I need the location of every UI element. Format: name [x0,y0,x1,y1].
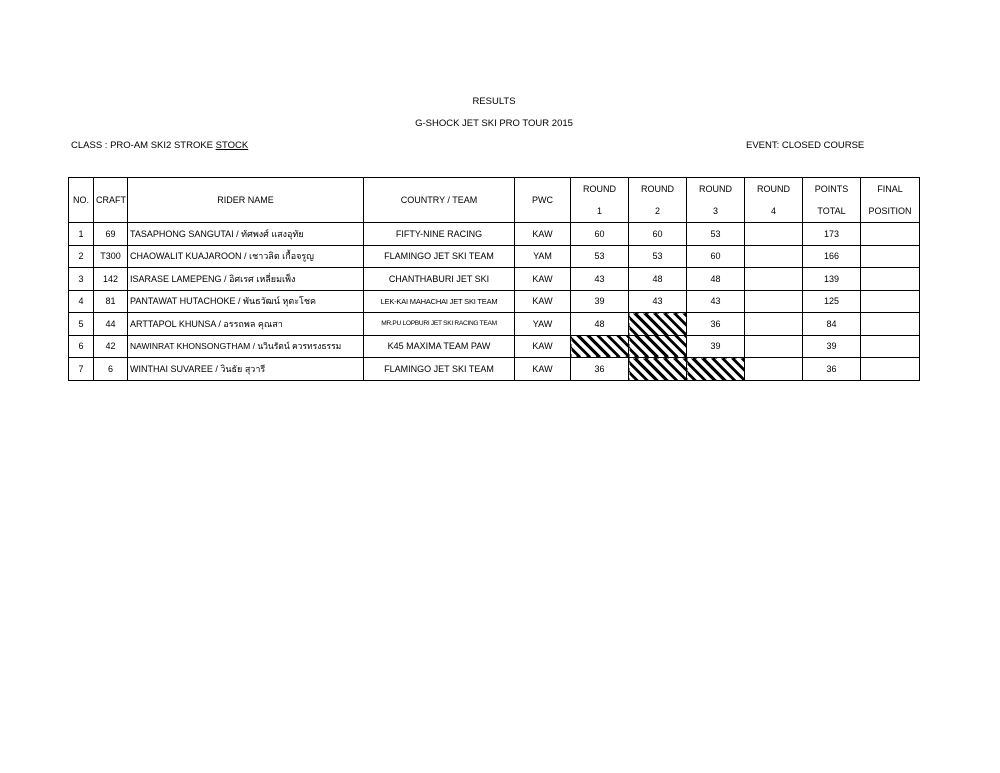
cell-no: 1 [69,223,94,246]
header-final-position [861,178,920,223]
cell-total: 84 [803,313,861,336]
header-row [69,178,920,223]
total-label: TOTAL [817,206,846,216]
round-number: 4 [770,206,776,216]
cell-round-1: 48 [571,313,629,336]
table-row [69,290,920,313]
cell-craft: 81 [94,290,128,313]
cell-pwc: KAW [515,223,571,246]
cell-team: MR.PU LOPBURI JET SKI RACING TEAM [364,313,515,336]
header-no: NO. [69,178,94,223]
cell-craft: 6 [94,358,128,381]
cell-round-2: 48 [629,268,687,291]
cell-round-4 [745,358,803,381]
cell-round-4 [745,268,803,291]
cell-team: K45 MAXIMA TEAM PAW [364,335,515,358]
cell-no: 2 [69,245,94,268]
cell-round-2: 53 [629,245,687,268]
table-row [69,245,920,268]
round-label: ROUND [699,184,732,194]
cell-round-3: 43 [687,290,745,313]
cell-rider: ARTTAPOL KHUNSA / อรรถพล คุณสา [128,313,364,336]
cell-rider: NAWINRAT KHONSONGTHAM / นวินรัตน์ ควรทรงธรรม [128,335,364,358]
cell-round-2-hatched [629,313,687,336]
cell-no: 5 [69,313,94,336]
cell-craft: 69 [94,223,128,246]
table-row [69,223,920,246]
cell-craft: 44 [94,313,128,336]
round-number: 2 [654,206,660,216]
table-row [69,268,920,291]
cell-total: 36 [803,358,861,381]
cell-round-3: 36 [687,313,745,336]
cell-team: LEK-KAI MAHACHAI JET SKI TEAM [364,290,515,313]
cell-team: CHANTHABURI JET SKI [364,268,515,291]
cell-team: FIFTY-NINE RACING [364,223,515,246]
cell-rider: PANTAWAT HUTACHOKE / พันธวัฒน์ หุตะโชค [128,290,364,313]
cell-round-4 [745,335,803,358]
cell-no: 7 [69,358,94,381]
cell-round-3: 60 [687,245,745,268]
cell-craft: 142 [94,268,128,291]
results-title: RESULTS [472,96,516,107]
cell-round-3-hatched [687,358,745,381]
cell-final [861,290,920,313]
round-number: 1 [596,206,602,216]
cell-team: FLAMINGO JET SKI TEAM [364,358,515,381]
cell-no: 6 [69,335,94,358]
cell-rider: ISARASE LAMEPENG / อิศเรศ เหลี่ยมเพ็ง [128,268,364,291]
cell-pwc: KAW [515,290,571,313]
cell-round-4 [745,245,803,268]
cell-round-1: 36 [571,358,629,381]
table-row [69,313,920,336]
header-points-total [803,178,861,223]
round-number: 3 [712,206,718,216]
cell-round-1: 39 [571,290,629,313]
cell-rider: CHAOWALIT KUAJAROON / เชาวลิต เกื้อจรูญ [128,245,364,268]
cell-pwc: KAW [515,358,571,381]
event-line: EVENT: CLOSED COURSE [746,140,865,151]
table-row [69,335,920,358]
cell-pwc: KAW [515,335,571,358]
cell-final [861,358,920,381]
header-round-3 [687,178,745,223]
header-round-2 [629,178,687,223]
cell-final [861,335,920,358]
cell-total: 39 [803,335,861,358]
class-stock: STOCK [215,140,249,151]
cell-round-4 [745,223,803,246]
header-round-4 [745,178,803,223]
cell-no: 3 [69,268,94,291]
round-label: ROUND [757,184,790,194]
cell-rider: TASAPHONG SANGUTAI / ทัศพงศ์ แสงอุทัย [128,223,364,246]
cell-final [861,313,920,336]
final-label: FINAL [877,184,903,194]
round-label: ROUND [583,184,616,194]
table-row [69,358,920,381]
cell-round-3: 39 [687,335,745,358]
cell-pwc: YAW [515,313,571,336]
cell-final [861,268,920,291]
tour-title: G-SHOCK JET SKI PRO TOUR 2015 [415,118,573,129]
cell-team: FLAMINGO JET SKI TEAM [364,245,515,268]
header-round-1 [571,178,629,223]
cell-round-1: 60 [571,223,629,246]
position-label: POSITION [868,206,912,216]
cell-round-1: 43 [571,268,629,291]
cell-pwc: YAM [515,245,571,268]
cell-craft: T300 [94,245,128,268]
cell-final [861,223,920,246]
cell-total: 125 [803,290,861,313]
class-prefix: CLASS : PRO-AM SKI2 STROKE [71,140,216,151]
cell-craft: 42 [94,335,128,358]
cell-round-3: 48 [687,268,745,291]
cell-total: 166 [803,245,861,268]
header-country-team: COUNTRY / TEAM [364,178,515,223]
cell-round-4 [745,290,803,313]
cell-round-1: 53 [571,245,629,268]
results-table [68,177,920,381]
header-pwc: PWC [515,178,571,223]
header-rider-name: RIDER NAME [128,178,364,223]
cell-pwc: KAW [515,268,571,291]
cell-round-2-hatched [629,335,687,358]
cell-round-4 [745,313,803,336]
class-line [71,140,248,151]
cell-total: 173 [803,223,861,246]
cell-round-3: 53 [687,223,745,246]
cell-round-2-hatched [629,358,687,381]
points-label: POINTS [814,184,849,194]
cell-round-2: 60 [629,223,687,246]
cell-total: 139 [803,268,861,291]
cell-round-2: 43 [629,290,687,313]
cell-no: 4 [69,290,94,313]
cell-round-1-hatched [571,335,629,358]
cell-rider: WINTHAI SUVAREE / วินธัย สุวารี [128,358,364,381]
cell-final [861,245,920,268]
header-craft: CRAFT [94,178,128,223]
round-label: ROUND [641,184,674,194]
